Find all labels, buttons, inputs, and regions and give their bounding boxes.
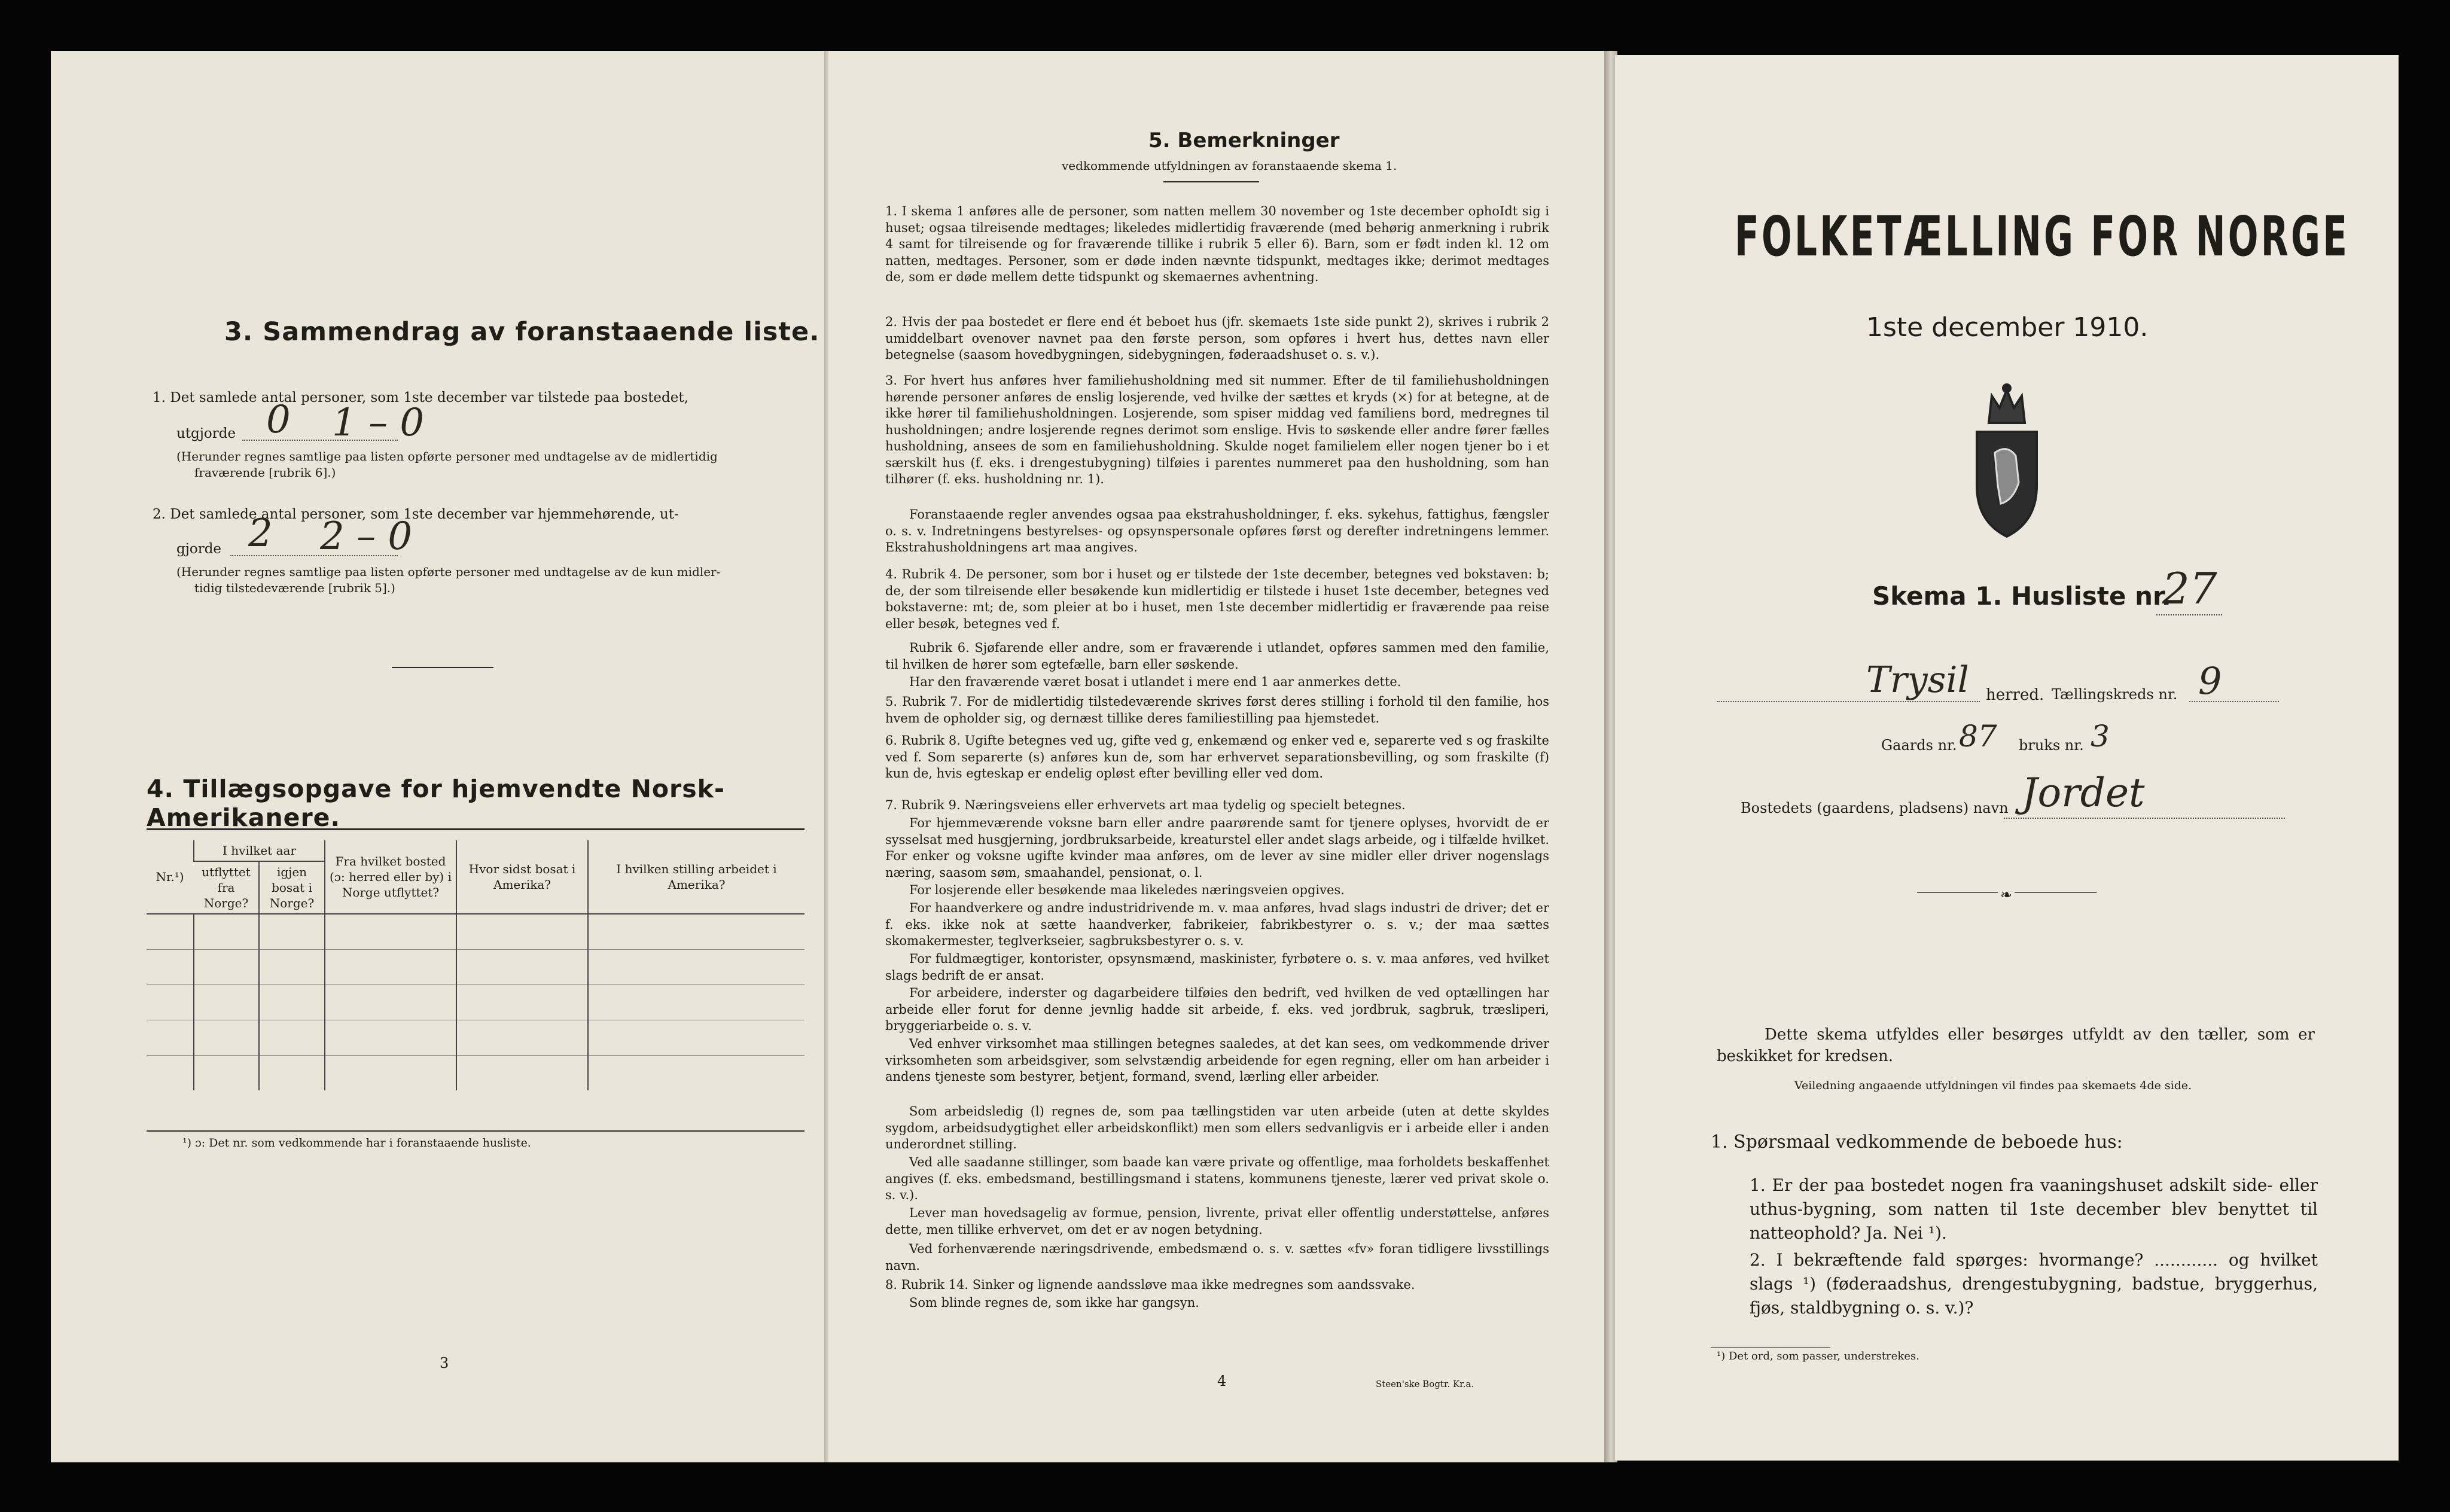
remarks-title: 5. Bemerkninger <box>1148 129 1340 153</box>
instruction-2: Veiledning angaaende utfyldningen vil findes paa skemaets 4de side. <box>1794 1079 2192 1092</box>
section4-title: 4. Tillægsopgave for hjemvendte Norsk-Amerikanere. <box>147 775 725 832</box>
remark-3: 3. For hvert hus anføres hver familiehusholdning med sit nummer. Efter de til familiehusholdningen hørende personer anføres de enslig losjerende, ved hvilke der sættes et kryds (×) for at betegne, at de ikke hører til familiehusholdningen. Losjerende, som spiser middag ved familiens bord, medregnes til husholdningen; andre losjerende regnes derimot som enslige. Hvis to søskende eller andre fører fælles husholdning, ansees de som en familiehusholdning. Skulde noget familielem eller nogen tjener bo i et særskilt hus (f. eks. i drengestubygning) tilføies i parentes nummeret paa den husholdning, som han tilhører (f. eks. husholdning nr. 1). <box>885 373 1549 486</box>
col-emigrated: utflyttet fra Norge? <box>202 865 251 910</box>
remark-4: 4. Rubrik 4. De personer, som bor i huset og er tilstede der 1ste december, betegnes ved bokstaven: b; de, der som tilreisende eller besøkende kun midlertidig er tilstede i huset 1ste december, betegnes ved bokstaverne: mt; de, som pleier at bo i huset, men 1ste december midlertidig er fraværende paa reise eller besøk, betegnes ved f. <box>885 567 1549 631</box>
husliste-fill-line <box>2156 614 2222 615</box>
middle-page <box>828 51 1606 1462</box>
col-position: I hvilken stilling arbeidet i Amerika? <box>588 840 805 914</box>
table-row <box>147 985 805 1020</box>
section3-item2-label: gjorde <box>176 541 222 557</box>
item1-handwritten-b: 1 – 0 <box>332 401 425 445</box>
ornament-icon: ❧ <box>1998 886 2015 903</box>
tellingskreds-handwritten: 9 <box>2198 659 2222 703</box>
herred-fill-line <box>1717 701 1980 702</box>
husliste-nr-handwritten: 27 <box>2162 563 2217 614</box>
remark-4c: Har den fraværende været bosat i utlandet i mere end 1 aar anmerkes dette. <box>909 675 1401 689</box>
table-row <box>147 914 805 950</box>
col-from: Fra hvilket bosted (ɔ: herred eller by) i Norge utflyttet? <box>325 840 456 914</box>
bruks-handwritten: 3 <box>2091 719 2110 754</box>
remark-7c: For haandverkere og andre industridrivende m. v. maa anføres, hvad slags industri de driver; det er f. eks. ikke nok at sætte haandverker, fabrikeier, fabrikbestyrer o. s. v.; der maa sættes skomakermester, teglverkseier, sagbruksbestyrer o. s. v. <box>885 901 1549 948</box>
footnote-rule <box>1711 1347 1830 1348</box>
table-top-rule <box>147 828 805 830</box>
section4-footnote: ¹) ɔ: Det nr. som vedkommende har i foranstaaende husliste. <box>182 1136 531 1150</box>
remark-3b: Foranstaaende regler anvendes ogsaa paa ekstrahusholdninger, f. eks. sykehus, fattighus, fængsler o. s. v. Indretningens bestyrelses- og opsynspersonale opføres først og derefter indretningens lemmer. Ekstrahusholdningens art maa angives. <box>885 507 1549 554</box>
page-number: 4 <box>1217 1373 1227 1389</box>
item1-handwritten-a: 0 <box>266 398 291 442</box>
remark-7e: For arbeidere, inderster og dagarbeidere tilføies den bedrift, ved hvilken de ved optællingen har arbeide eller forut for denne jevnlig hadde sit arbeide, f. eks. ved jordbruk, sagbruk, træsliperi, bryggeriarbeide o. s. v. <box>885 986 1549 1033</box>
remark-7: 7. Rubrik 9. Næringsveiens eller erhvervets art maa tydelig og specielt betegnes. <box>885 798 1406 812</box>
section3-item2-note2: tidig tilstedeværende [rubrik 5].) <box>194 581 395 595</box>
section3-item1-note1: (Herunder regnes samtlige paa listen opførte personer med undtagelse av de midlertidig <box>176 449 718 464</box>
table-row <box>147 1020 805 1056</box>
left-page <box>51 51 825 1462</box>
section3-item1: 1. Det samlede antal personer, som 1ste december var tilstede paa bostedet, <box>153 390 688 406</box>
bosted-handwritten: Jordet <box>2022 770 2145 816</box>
remark-7b: For losjerende eller besøkende maa likeledes næringsveien opgives. <box>909 883 1345 897</box>
remark-4b: Rubrik 6. Sjøfarende eller andre, som er fraværende i utlandet, opføres sammen med den familie, til hvilken de hører som egtefælle, barn eller søskende. <box>885 641 1549 672</box>
table-row <box>147 1056 805 1091</box>
bruks-label: bruks nr. <box>2019 737 2084 754</box>
table-bottom-rule <box>147 1130 805 1132</box>
section3-item2: 2. Det samlede antal personer, som 1ste december var hjemmehørende, ut- <box>153 507 679 522</box>
remark-5: 5. Rubrik 7. For de midlertidig tilstedeværende skrives først deres stilling i forhold til den familie, hos hvem de opholder sig, og dernæst tillike deres familiestilling paa hjemstedet. <box>885 694 1549 725</box>
schema-label: Skema 1. Husliste nr. <box>1872 581 2171 611</box>
remarks-subtitle: vedkommende utfyldningen av foranstaaende skema 1. <box>1062 158 1397 173</box>
tellingskreds-fill-line <box>2189 701 2279 702</box>
gaards-label: Gaards nr. <box>1881 737 1957 754</box>
section3-item1-note2: fraværende [rubrik 6].) <box>194 465 336 480</box>
gaards-handwritten: 87 <box>1959 719 1997 754</box>
question-2: 2. I bekræftende fald spørges: hvormange? ............ og hvilket slags ¹) (føderaadshus, drengestubygning, badstue, bryggerhus, fjøs, staldbygning o. s. v.)? <box>1750 1250 2318 1318</box>
remark-6: 6. Rubrik 8. Ugifte betegnes ved ug, gifte ved g, enkemænd og enker ved e, separerte ved s og fraskilte ved f. Som separerte (s) anføres kun de, som har erhvervet separationsbevilling, og som fraskilte (f) kun de, hvis egteskap er endelig opløst efter bevilling eller ved dom. <box>885 733 1549 781</box>
item2-handwritten-b: 2 – 0 <box>320 514 413 559</box>
page-number: 3 <box>440 1355 449 1371</box>
remark-7h: Ved alle saadanne stillinger, som baade kan være private og offentlige, maa forholdets beskaffenhet angives (f. eks. embedsmand, bestillingsmand i statens, kommunens tjeneste, lærer ved privat skole o. s. v.). <box>885 1155 1549 1202</box>
remark-7j: Ved forhenværende næringsdrivende, embedsmænd o. s. v. sættes «fv» foran tidligere livsstillings navn. <box>885 1242 1549 1273</box>
bosted-label: Bostedets (gaardens, pladsens) navn <box>1741 800 2009 816</box>
returned-emigrants-table <box>147 840 805 1090</box>
question-1: 1. Er der paa bostedet nogen fra vaaningshuset adskilt side- eller uthus-bygning, som natten til 1ste december blev benyttet til natteophold? Ja. Nei ¹). <box>1750 1175 2318 1243</box>
right-footnote: ¹) Det ord, som passer, understrekes. <box>1717 1350 1919 1362</box>
question-section-title: 1. Spørsmaal vedkommende de beboede hus: <box>1711 1132 2123 1153</box>
item2-handwritten-a: 2 <box>248 511 273 556</box>
right-page <box>1615 55 2399 1461</box>
col-where: Hvor sidst bosat i Amerika? <box>456 840 588 914</box>
remark-2: 2. Hvis der paa bostedet er flere end ét beboet hus (jfr. skemaets 1ste side punkt 2), skrives i rubrik 2 umiddelbart ovenover navnet paa den første person, som opføres i hvert hus, dettes navn eller betegnelse (saasom hovedbygningen, sidebygningen, føderaadshuset o. s. v.). <box>885 315 1549 362</box>
printer-mark: Steen'ske Bogtr. Kr.a. <box>1376 1379 1474 1389</box>
section3-item2-note1: (Herunder regnes samtlige paa listen opførte personer med undtagelse av de kun midler- <box>176 565 721 579</box>
remark-7i: Lever man hovedsagelig av formue, pension, livrente, privat eller offentlig understøttelse, anføres dette, men tillike erhvervet, om det er av nogen betydning. <box>885 1206 1549 1237</box>
table-row <box>147 950 805 985</box>
bosted-fill-line <box>2004 818 2285 819</box>
herred-handwritten: Trysil <box>1866 659 1969 701</box>
section3-title: 3. Sammendrag av foranstaaende liste. <box>224 317 820 347</box>
remark-8b: Som blinde regnes de, som ikke har gangsyn. <box>909 1295 1199 1310</box>
remark-7f: Ved enhver virksomhet maa stillingen betegnes saaledes, at det kan sees, om vedkommende driver virksomheten som arbeidsgiver, som selvstændig arbeidende for egen regning, eller om han arbeider i andens tjeneste som bestyrer, betjent, formand, svend, lærling eller arbeider. <box>885 1037 1549 1084</box>
remark-1: 1. I skema 1 anføres alle de personer, som natten mellem 30 november og 1ste december ophoIdt sig i huset; ogsaa tilreisende medtages; likeledes midlertidig fraværende (med behørig anmerkning i rubrik 4 samt for tilreisende og for fraværende tillike i rubrik 5 eller 6). Barn, som er født inden kl. 12 om natten, medtages. Personer, som er døde inden nævnte tidspunkt, medtages ikke; derimot medtages de, som er døde mellem dette tidspunkt og skemaernes avhentning. <box>885 204 1549 284</box>
remark-7g: Som arbeidsledig (l) regnes de, som paa tællingstiden var uten arbeide (uten at dette skyldes sygdom, arbeidsudygtighet eller arbeidskonflikt) men som ellers sedvanligvis er i arbeide eller i anden underordnet stilling. <box>885 1104 1549 1151</box>
col-nr: Nr.¹) <box>156 870 184 884</box>
instruction-1: Dette skema utfyldes eller besørges utfyldt av den tæller, som er beskikket for kredsen. <box>1717 1026 2315 1065</box>
col-year-group: I hvilket aar <box>194 840 325 861</box>
remark-8: 8. Rubrik 14. Sinker og lignende aandssløve maa ikke medregnes som aandssvake. <box>885 1278 1415 1292</box>
section3-item1-label: utgjorde <box>176 426 236 441</box>
census-date: 1ste december 1910. <box>1866 312 2149 343</box>
main-title: FOLKETÆLLING FOR NORGE <box>1735 205 2350 269</box>
separator <box>392 667 493 668</box>
tellingskreds-label: Tællingskreds nr. <box>2052 686 2178 703</box>
coat-of-arms-icon <box>1959 381 2055 542</box>
remark-7a: For hjemmeværende voksne barn eller andre paarørende samt for tjenere oplyses, hvorvidt de er sysselsat med husgjerning, jordbruksarbeide, kreaturstel eller andet slags arbeide, og i tilfælde hvilket. For enker og voksne ugifte kvinder maa anføres, om de lever av sine midler eller driver nogenslags næring, saasom søm, smaahandel, pensionat, o. l. <box>885 816 1549 880</box>
remark-7d: For fuldmægtiger, kontorister, opsynsmænd, maskinister, fyrbøtere o. s. v. maa anføres, ved hvilket slags bedrift de er ansat. <box>885 952 1549 983</box>
remarks-rule <box>1163 181 1259 182</box>
herred-label: herred. <box>1986 686 2044 704</box>
col-returned: igjen bosat i Norge? <box>259 861 325 914</box>
